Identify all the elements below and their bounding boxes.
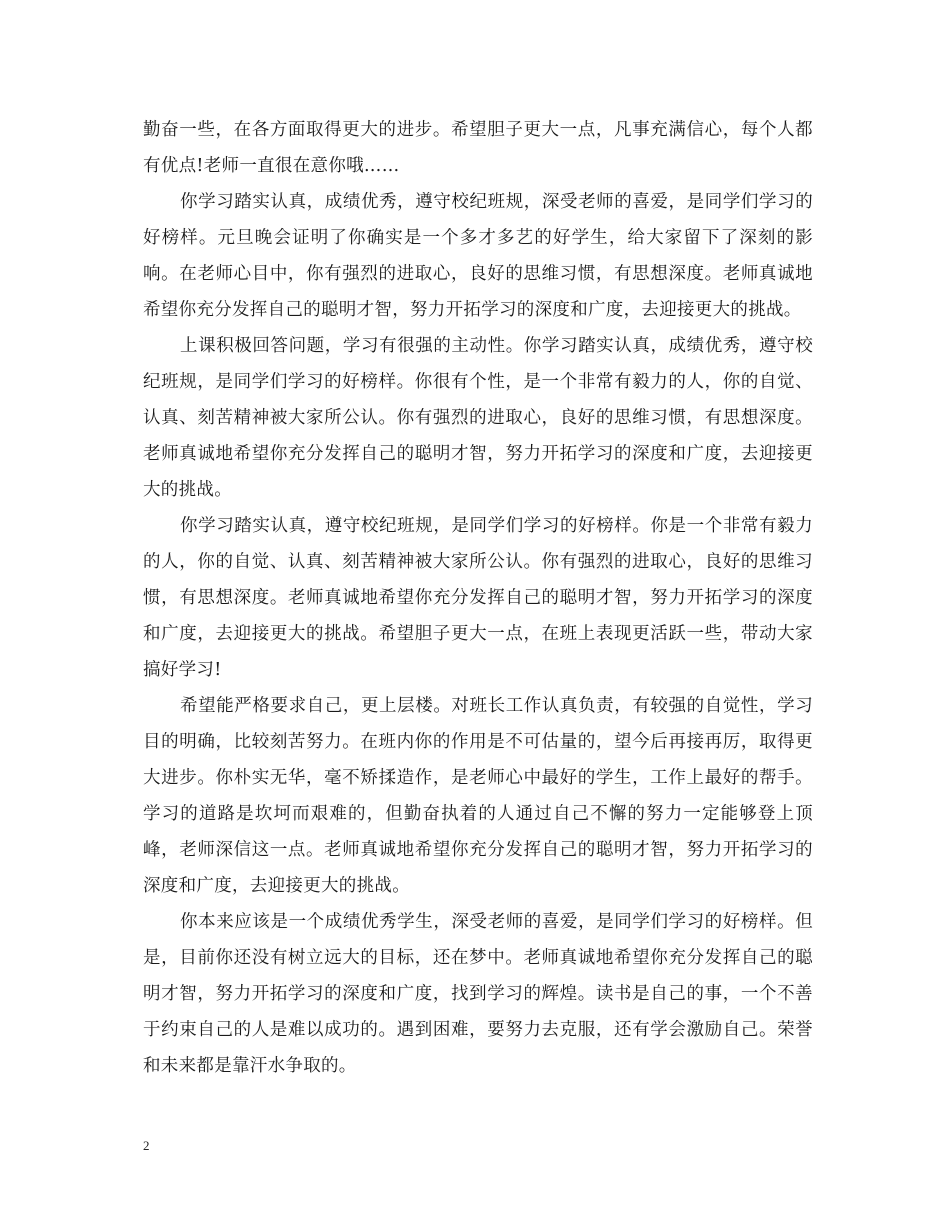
paragraph-3: 上课积极回答问题，学习有很强的主动性。你学习踏实认真，成绩优秀，遵守校纪班规，是同学们学习的好榜样。你很有个性，是一个非常有毅力的人，你的自觉、认真、刻苦精神被大家所公认。你有强烈的进取心，良好的思维习惯，有思想深度。老师真诚地希望你充分发挥自己的聪明才智，努力开拓学习的深度和广度，去迎接更大的挑战。	[143, 336, 813, 500]
paragraph-4: 你学习踏实认真，遵守校纪班规，是同学们学习的好榜样。你是一个非常有毅力的人，你的自觉、认真、刻苦精神被大家所公认。你有强烈的进取心，良好的思维习惯，有思想深度。老师真诚地希望你充分发挥自己的聪明才智，努力开拓学习的深度和广度，去迎接更大的挑战。希望胆子更大一点，在班上表现更活跃一些，带动大家搞好学习!	[143, 516, 813, 680]
paragraph-6: 你本来应该是一个成绩优秀学生，深受老师的喜爱，是同学们学习的好榜样。但是，目前你还没有树立远大的目标，还在梦中。老师真诚地希望你充分发挥自己的聪明才智，努力开拓学习的深度和广度，找到学习的辉煌。读书是自己的事，一个不善于约束自己的人是难以成功的。遇到困难，要努力去克服，还有学会激励自己。荣誉和未来都是靠汗水争取的。	[143, 912, 813, 1076]
paragraph-5: 希望能严格要求自己，更上层楼。对班长工作认真负责，有较强的自觉性，学习目的明确，比较刻苦努力。在班内你的作用是不可估量的，望今后再接再厉，取得更大进步。你朴实无华，毫不矫揉造作，是老师心中最好的学生，工作上最好的帮手。学习的道路是坎坷而艰难的，但勤奋执着的人通过自己不懈的努力一定能够登上顶峰，老师深信这一点。老师真诚地希望你充分发挥自己的聪明才智，努力开拓学习的深度和广度，去迎接更大的挑战。	[143, 696, 813, 896]
paragraph-1-continuation: 勤奋一些，在各方面取得更大的进步。希望胆子更大一点，凡事充满信心，每个人都有优点!老师一直很在意你哦……	[143, 120, 813, 176]
paragraph-2: 你学习踏实认真，成绩优秀，遵守校纪班规，深受老师的喜爱，是同学们学习的好榜样。元旦晚会证明了你确实是一个多才多艺的好学生，给大家留下了深刻的影响。在老师心目中，你有强烈的进取心，良好的思维习惯，有思想深度。老师真诚地希望你充分发挥自己的聪明才智，努力开拓学习的深度和广度，去迎接更大的挑战。	[143, 192, 813, 320]
document-body	[143, 112, 813, 1084]
page-number: 2	[143, 1138, 150, 1153]
